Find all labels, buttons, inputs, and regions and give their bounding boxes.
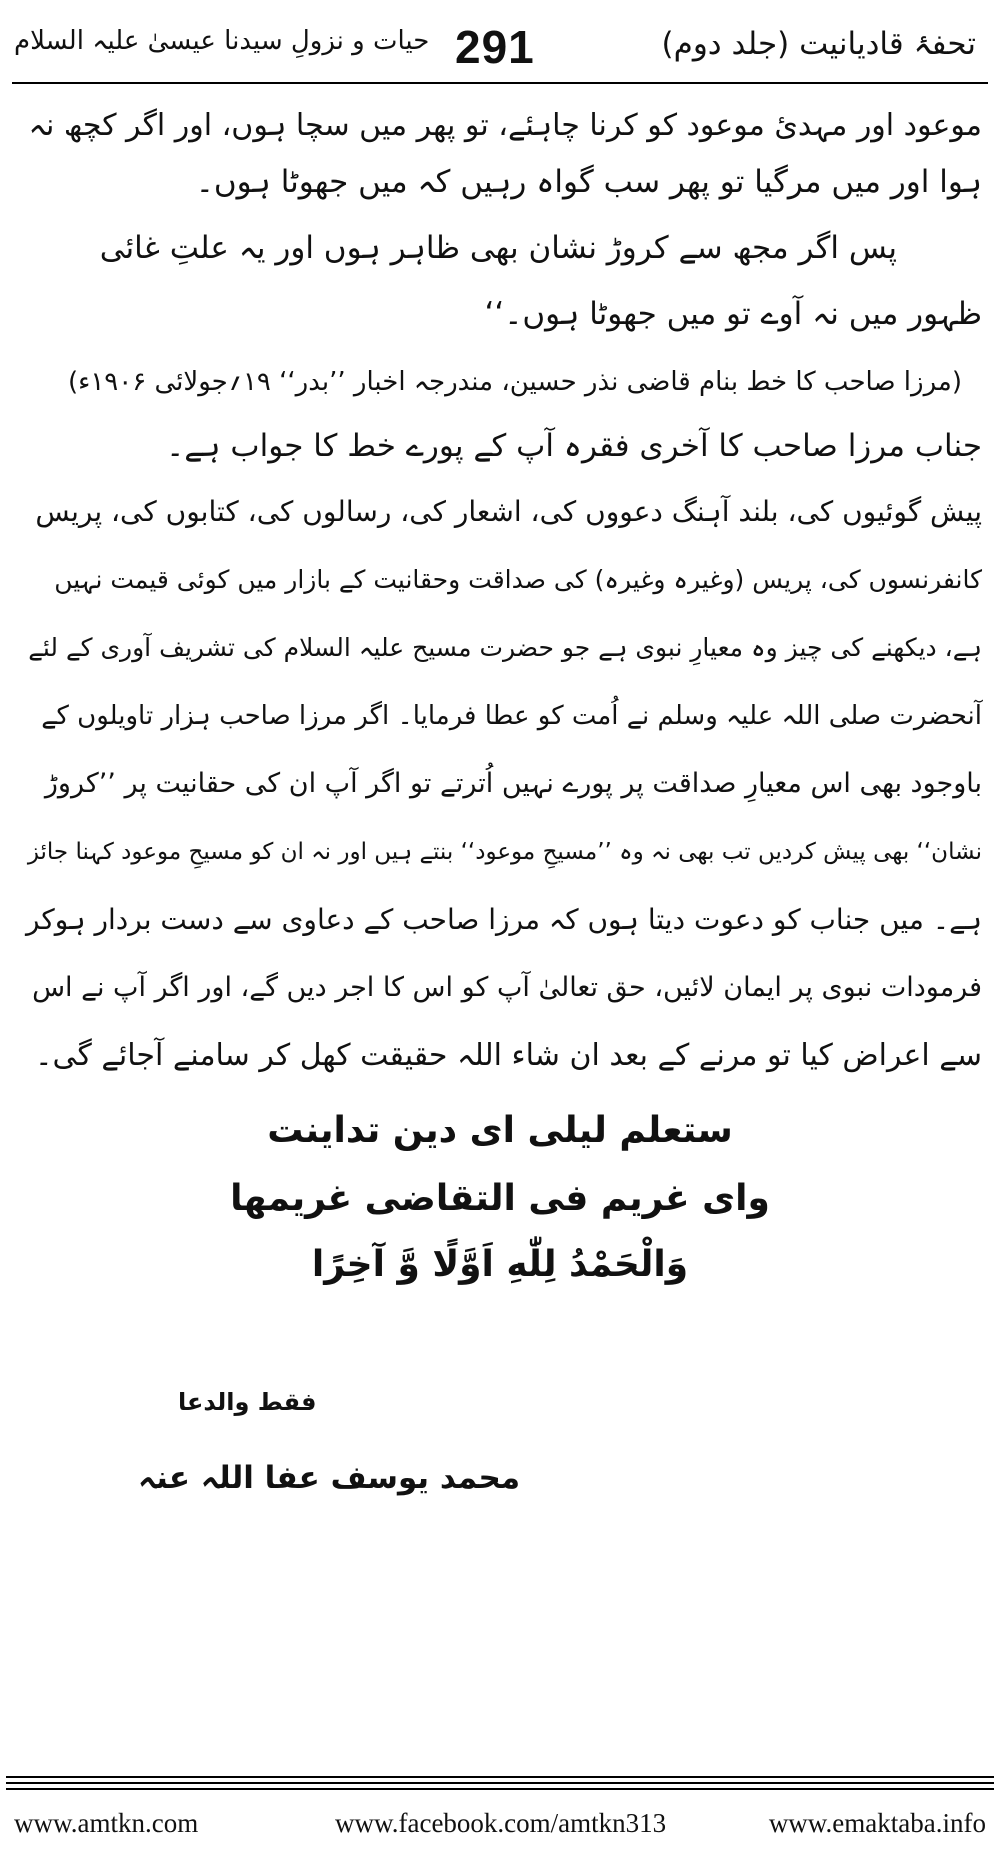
arabic-verse: ستعلم لیلی ای دین تداینت [267,1110,733,1151]
text-line: پس اگر مجھ سے کروڑ نشان بھی ظاہر ہوں اور یہ علتِ غائی [99,230,897,266]
page-number: 291 [455,21,535,73]
arabic-verse: وَالْحَمْدُ لِلّٰهِ اَوَّلًا وَّ آخِرًا [311,1244,689,1285]
header-rule [12,82,988,84]
text-line: جناب مرزا صاحب کا آخری فقرہ آپ کے پورے خط کا جواب ہے۔ [166,428,982,464]
text-line: ہوا اور میں مرگیا تو پھر سب گواہ رہیں کہ میں جھوٹا ہوں۔ [195,164,982,200]
text-line: ظہور میں نہ آوے تو میں جھوٹا ہوں۔‘‘ [484,296,982,332]
page-footer [0,1808,1000,1842]
text-line: موعود اور مہدیٔ موعود کو کرنا چاہئے، تو پھر میں سچا ہوں، اور اگر کچھ نہ [28,108,982,143]
footer-rules [6,1776,994,1794]
author-signature: محمد یوسف عفا اللہ عنہ [138,1460,521,1496]
text-line: پیش گوئیوں کی، بلند آہنگ دعووں کی، اشعار کی، رسالوں کی، کتابوں کی، پریس [35,495,982,528]
text-line: باوجود بھی اس معیارِ صداقت پر پورے نہیں اُترتے تو اگر آپ ان کی حقانیت پر ’’کروڑ [44,768,982,799]
text-line: کانفرنسوں کی، پریس (وغیرہ وغیرہ) کی صداقت وحقانیت کے بازار میں کوئی قیمت نہیں [54,565,982,594]
text-line: سے اعراض کیا تو مرنے کے بعد ان شاء اللہ حقیقت کھل کر سامنے آجائے گی۔ [34,1038,982,1073]
footer-link-facebook[interactable]: www.facebook.com/amtkn313 [335,1808,667,1838]
chapter-title: حیات و نزولِ سیدنا عیسیٰ علیہ السلام [14,26,430,56]
arabic-verse: وای غریم فی التقاضی غریمها [230,1178,770,1219]
page-header [0,18,1000,78]
closing-text: فقط والدعا [178,1388,317,1416]
text-line: فرمودات نبوی پر ایمان لائیں، حق تعالیٰ آپ کو اس کا اجر دیں گے، اور اگر آپ نے اس [32,972,982,1003]
text-line: آنحضرت صلی اللہ علیہ وسلم نے اُمت کو عطا فرمایا۔ اگر مرزا صاحب ہزار تاویلوں کے [41,701,982,731]
text-line: ہے، دیکھنے کی چیز وہ معیارِ نبوی ہے جو حضرت مسیح علیہ السلام کی تشریف آوری کے لئے [28,633,982,662]
book-title: تحفۂ قادیانیت (جلد دوم) [661,26,976,62]
footer-link-emaktaba[interactable]: www.emaktaba.info [768,1808,986,1838]
text-line: نشان‘‘ بھی پیش کردیں تب بھی نہ وہ ’’مسیحِ موعود‘‘ بنتے ہیں اور نہ ان کو مسیحِ موعود کہنا جائز [27,839,982,865]
citation: (مرزا صاحب کا خط بنام قاضی نذر حسین، مندرجہ اخبار ’’بدر‘‘ ۱۹؍جولائی ۱۹۰۶ء) [67,367,962,397]
text-line: ہے۔ میں جناب کو دعوت دیتا ہوں کہ مرزا صاحب کے دعاوی سے دست بردار ہوکر [25,903,982,936]
footer-link-amtkn[interactable]: www.amtkn.com [14,1808,199,1838]
